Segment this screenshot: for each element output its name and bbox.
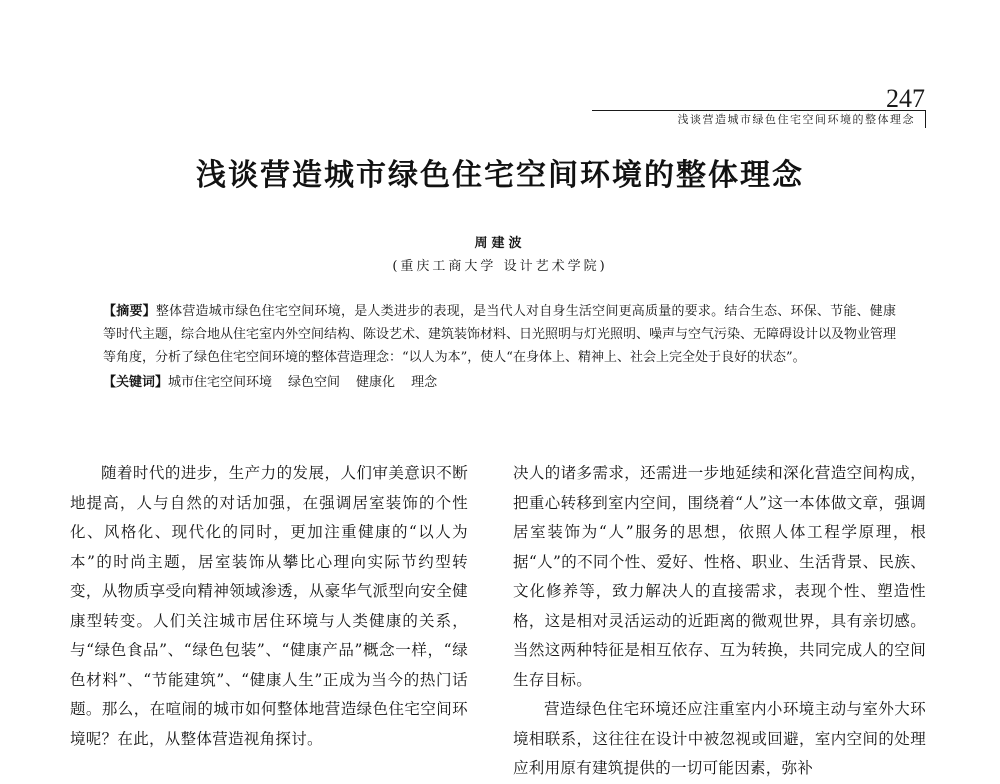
body-right-column [513, 459, 926, 784]
abstract-label: 【摘要】 [103, 304, 156, 319]
keyword: 绿色空间 [288, 375, 341, 390]
article-title: 浅谈营造城市绿色住宅空间环境的整体理念 [196, 158, 804, 193]
keyword: 健康化 [356, 375, 396, 390]
keyword: 理念 [411, 375, 438, 390]
keyword: 城市住宅空间环境 [168, 375, 273, 390]
page-number: 247 [886, 84, 925, 113]
body-left-column [70, 459, 468, 754]
keywords-label: 【关键词】 [103, 375, 169, 390]
keywords-line [103, 371, 896, 394]
abstract-block [103, 300, 896, 394]
body-paragraph: 营造绿色住宅环境还应注重室内小环境主动与室外大环境相联系，这往往在设计中被忽视或回避，室内空间的处理应利用原有建筑提供的一切可能因素，弥补 [513, 700, 926, 777]
abstract-text: 整体营造城市绿色住宅空间环境，是人类进步的表现，是当代人对自身生活空间更高质量的要求。结合生态、环保、节能、健康等时代主题，综合地从住宅室内外空间结构、陈设艺术、建筑装饰材料、日光照明与灯光照明、噪声与空气污染、无障碍设计以及物业管理等角度，分析了绿色住宅空间环境的整体营造理念：“以人为本”，使人“在身体上、精神上、社会上完全处于良好的状态”。 [103, 304, 897, 365]
body-paragraph: 随着时代的进步，生产力的发展，人们审美意识不断地提高，人与自然的对话加强，在强调居室装饰的个性化、风格化、现代化的同时，更加注重健康的“以人为本”的时尚主题，居室装饰从攀比心理向实际节约型转变，从物质享受向精神领域渗透，从豪华气派型向安全健康型转变。人们关注城市居住环境与人类健康的关系，与“绿色食品”、“绿色包装”、“健康产品”概念一样，“绿色材料”、“节能建筑”、“健康人生”正成为当今的热门话题。那么，在喧闹的城市如何整体地营造绿色住宅空间环境呢？在此，从整体营造视角探讨。 [70, 464, 468, 748]
running-header: 浅谈营造城市绿色住宅空间环境的整体理念 [592, 110, 926, 128]
body-paragraph-continued: 决人的诸多需求，还需进一步地延续和深化营造空间构成，把重心转移到室内空间，围绕着“人”这一本体做文章，强调居室装饰为“人”服务的思想，依照人体工程学原理，根据“人”的不同个性、爱好、性格、职业、生活背景、民族、文化修养等，致力解决人的直接需求，表现个性、塑造性格，这是相对灵活运动的近距离的微观世界，具有亲切感。当然这两种特征是相互依存、互为转换，共同完成人的空间生存目标。 [513, 464, 926, 689]
author-name: 周建波 [474, 236, 526, 251]
author-affiliation: (重庆工商大学 设计艺术学院) [392, 259, 608, 274]
abstract-paragraph [103, 300, 896, 369]
